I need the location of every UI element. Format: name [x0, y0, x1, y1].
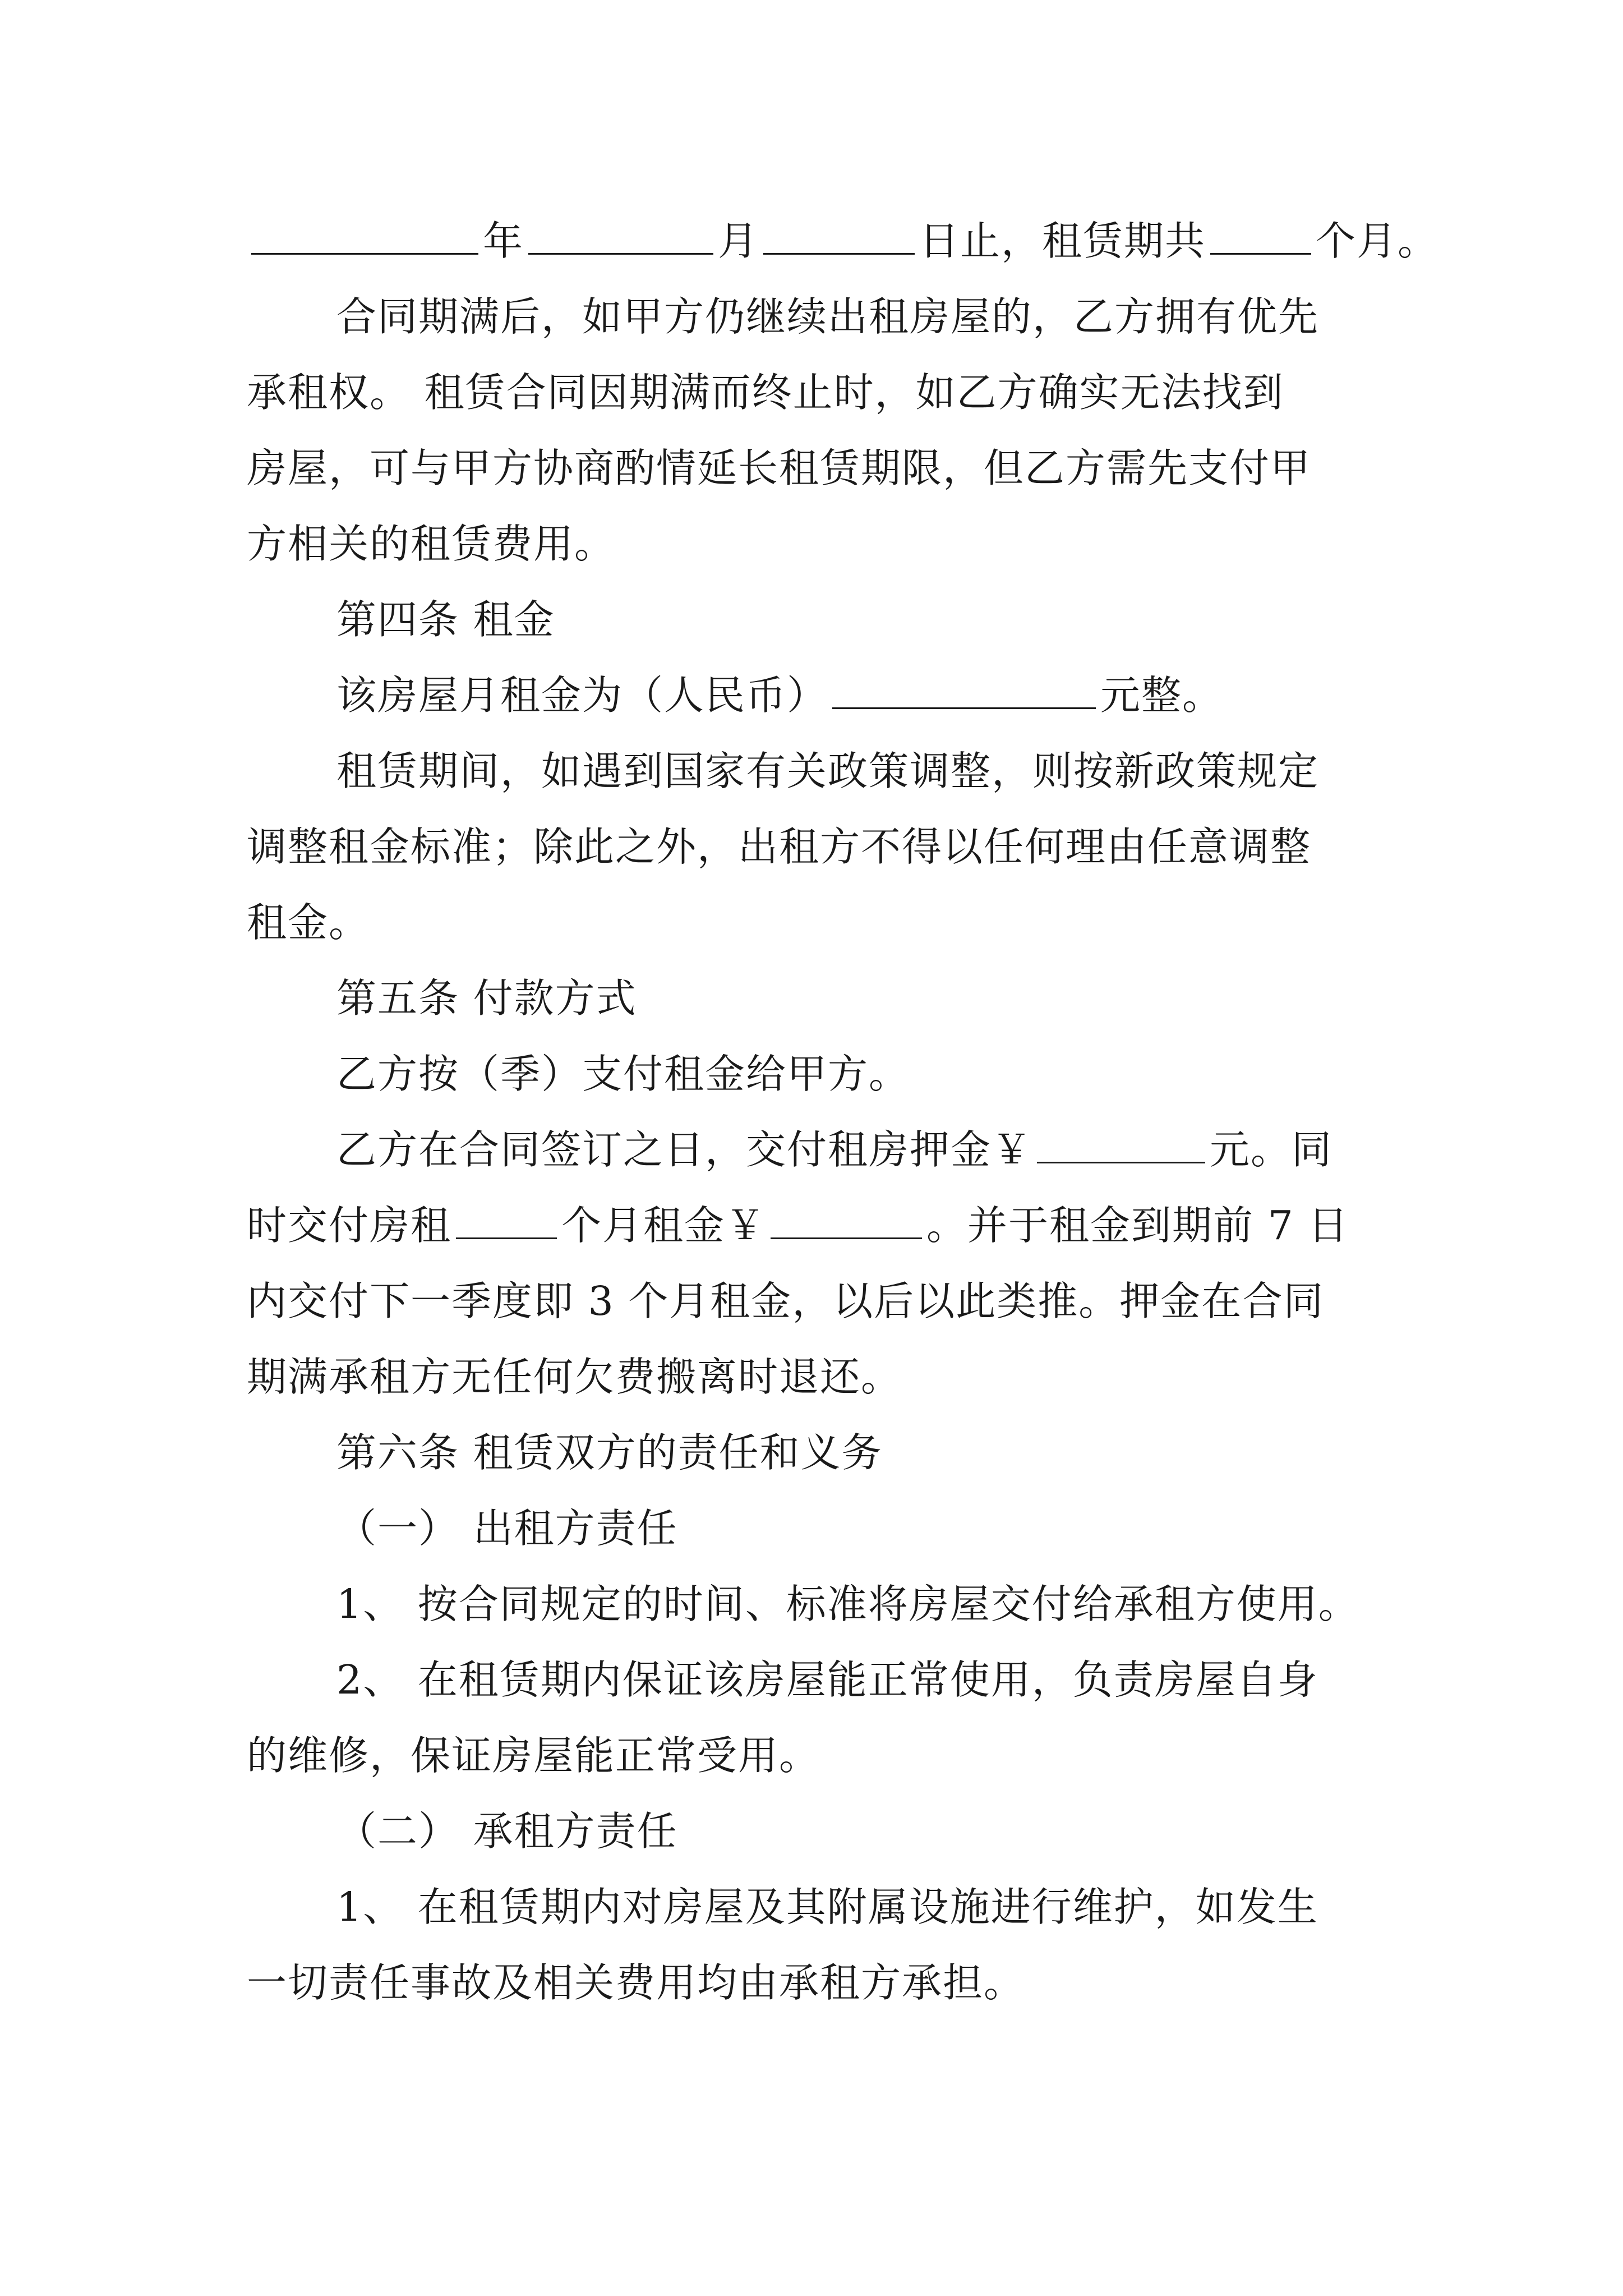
- line-text: 时交付房租: [247, 1202, 452, 1249]
- payment-line-4: 内交付下一季度即 3 个月租金，以后以此类推。押金在合同: [247, 1278, 1325, 1324]
- line-text: 年: [483, 218, 524, 264]
- fill-in-blank: [832, 674, 1096, 709]
- fill-in-blank: [1210, 219, 1311, 255]
- lessee-item-1-cont: 一切责任事故及相关费用均由承租方承担。: [247, 1959, 1025, 2006]
- renewal-line-4: 方相关的租赁费用。: [247, 521, 616, 567]
- line-text: 元。同: [1210, 1126, 1333, 1173]
- line-text: 日止，租赁期共: [919, 218, 1206, 264]
- section-lessee-heading: （二） 承租方责任: [336, 1808, 678, 1855]
- line-text: 个月租金￥: [561, 1202, 767, 1249]
- fill-in-blank: [771, 1204, 922, 1239]
- line-text: 个月。: [1316, 218, 1439, 264]
- lessor-item-1: 1、 按合同规定的时间、标准将房屋交付给承租方使用。: [336, 1581, 1359, 1627]
- line-text: 元整。: [1100, 672, 1224, 719]
- payment-line-1: 乙方按（季）支付租金给甲方。: [336, 1051, 910, 1097]
- fill-in-blank: [528, 219, 713, 255]
- section-lessor-heading: （一） 出租方责任: [336, 1505, 678, 1552]
- payment-line-5: 期满承租方无任何欠费搬离时退还。: [247, 1354, 902, 1400]
- payment-line-2: [336, 1116, 1332, 1184]
- renewal-line-1: 合同期满后，如甲方仍继续出租房屋的，乙方拥有优先: [336, 293, 1320, 340]
- fill-in-blank: [1037, 1128, 1205, 1163]
- term-end-line: [247, 208, 1438, 275]
- line-text: 乙方在合同签订之日，交付租房押金￥: [336, 1126, 1033, 1173]
- line-text: 。并于租金到期前 7 日: [926, 1202, 1349, 1249]
- rent-adjust-line-1: 租赁期间，如遇到国家有关政策调整，则按新政策规定: [336, 748, 1320, 794]
- rent-adjust-line-3: 租金。: [247, 899, 370, 946]
- lessor-item-2: 2、 在租赁期内保证该房屋能正常使用，负责房屋自身: [336, 1657, 1318, 1703]
- lessee-item-1: 1、 在租赁期内对房屋及其附属设施进行维护，如发生: [336, 1884, 1318, 1930]
- fill-in-blank: [456, 1204, 557, 1239]
- renewal-line-3: 房屋，可与甲方协商酌情延长租赁期限，但乙方需先支付甲: [247, 445, 1312, 491]
- fill-in-blank: [763, 219, 915, 255]
- rent-adjust-line-2: 调整租金标准；除此之外，出租方不得以任何理由任意调整: [247, 823, 1312, 870]
- line-text: 该房屋月租金为（人民币）: [336, 672, 828, 719]
- article-5-heading: 第五条 付款方式: [336, 975, 637, 1022]
- line-text: 月: [718, 218, 759, 264]
- lessor-item-2-cont: 的维修，保证房屋能正常受用。: [247, 1732, 820, 1779]
- payment-line-3: [247, 1192, 1349, 1259]
- article-4-heading: 第四条 租金: [336, 596, 555, 643]
- rent-amount-line: [336, 662, 1223, 729]
- renewal-line-2: 承租权。 租赁合同因期满而终止时，如乙方确实无法找到: [247, 369, 1284, 416]
- fill-in-blank: [251, 219, 478, 255]
- article-6-heading: 第六条 租赁双方的责任和义务: [336, 1429, 883, 1476]
